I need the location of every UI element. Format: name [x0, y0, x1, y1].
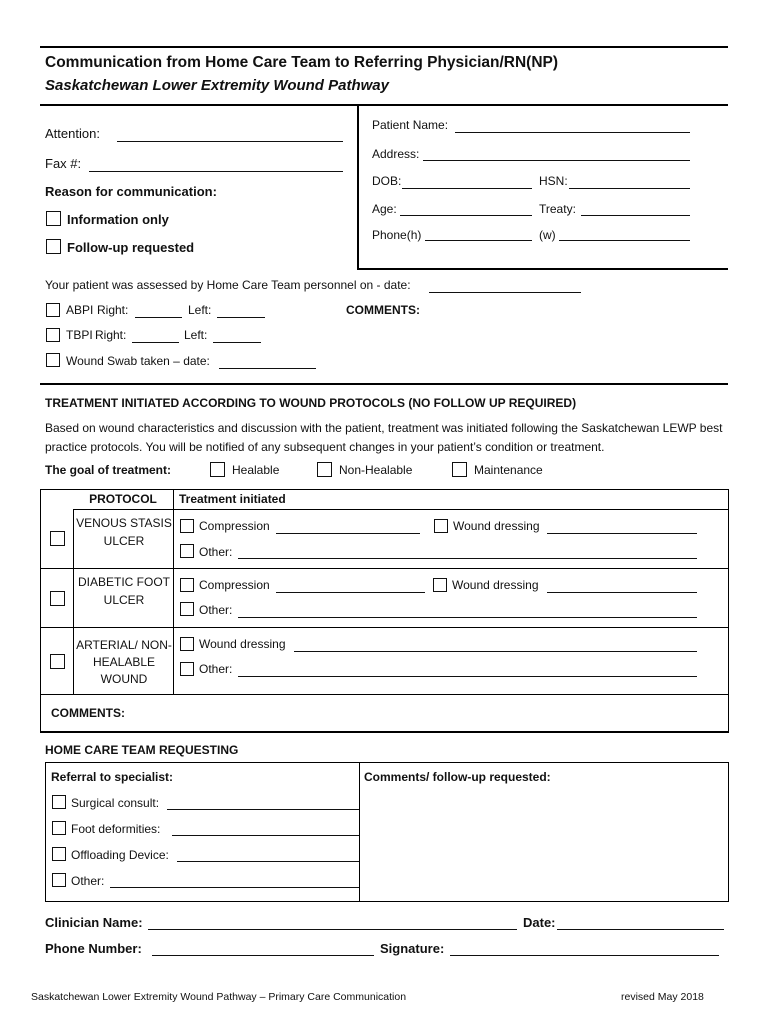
table-col-divider-1 — [73, 509, 74, 695]
patient-name-field[interactable] — [455, 132, 690, 133]
assessment-comments-label: COMMENTS: — [346, 303, 420, 317]
protocol-name: DIABETIC FOOT ULCER — [77, 575, 170, 607]
tbpi-label: TBPI — [66, 328, 93, 342]
referral-other-field[interactable] — [110, 887, 359, 888]
tbpi-right-field[interactable] — [132, 342, 179, 343]
surgical-consult-label: Surgical consult: — [71, 796, 160, 810]
referral-other-checkbox[interactable] — [52, 873, 66, 887]
abpi-right-field[interactable] — [135, 317, 182, 318]
abpi-left-field[interactable] — [217, 317, 265, 318]
req-mid — [359, 762, 360, 902]
date-label: Date: — [523, 915, 556, 930]
patient-name-label: Patient Name: — [372, 118, 449, 132]
compression-label: Compression — [199, 519, 270, 533]
patient-box-left — [357, 105, 359, 269]
hsn-field[interactable] — [569, 188, 690, 189]
patient-box-bottom — [357, 268, 728, 270]
tbpi-left-field[interactable] — [213, 342, 261, 343]
surgical-consult-checkbox[interactable] — [52, 795, 66, 809]
goal-healable-label: Healable — [232, 463, 280, 477]
foot-deformities-checkbox[interactable] — [52, 821, 66, 835]
form-title: Communication from Home Care Team to Referring Physician/RN(NP) — [45, 54, 559, 71]
abpi-label: ABPI — [66, 303, 94, 317]
tbpi-left-label: Left: — [184, 328, 208, 342]
other-field[interactable] — [238, 558, 697, 559]
fax-field[interactable] — [89, 171, 343, 172]
protocol-row-checkbox[interactable] — [50, 531, 65, 546]
form-subtitle: Saskatchewan Lower Extremity Wound Pathway — [45, 77, 389, 94]
signature-label: Signature: — [380, 941, 445, 956]
other-label: Other: — [199, 545, 233, 559]
table-left — [40, 489, 41, 732]
req-bottom — [45, 901, 728, 902]
protocol-name: ARTERIAL/ NON-HEALABLE WOUND — [76, 638, 172, 686]
clinician-name-field[interactable] — [148, 929, 517, 930]
abpi-right-label: Right: — [97, 303, 129, 317]
other-label: Other: — [199, 603, 233, 617]
address-field[interactable] — [423, 160, 690, 161]
table-row1-bottom — [40, 568, 729, 569]
assessed-text: Your patient was assessed by Home Care Team personnel on - date: — [45, 278, 411, 292]
wound-dressing-checkbox[interactable] — [433, 578, 447, 592]
req-left — [45, 762, 46, 902]
goal-non-healable-label: Non-Healable — [339, 463, 413, 477]
info-only-checkbox[interactable] — [46, 211, 61, 226]
wound-dressing-checkbox[interactable] — [180, 637, 194, 651]
table-bottom — [40, 731, 729, 733]
revision-date: revised May 2018 — [621, 991, 704, 1003]
offloading-device-checkbox[interactable] — [52, 847, 66, 861]
wound-dressing-field[interactable] — [547, 592, 697, 593]
treatment-paragraph: Based on wound characteristics and discussion with the patient, treatment was initiated following the Saskatchewan LEWP best practice protocols. You will be notified of any subsequent changes in your patient’s condition or treatment. — [45, 421, 723, 454]
goal-healable-checkbox[interactable] — [210, 462, 225, 477]
phone-number-label: Phone Number: — [45, 941, 142, 956]
other-field[interactable] — [238, 676, 697, 677]
table-top — [40, 489, 729, 490]
wound-dressing-field[interactable] — [294, 651, 697, 652]
wound-dressing-field[interactable] — [547, 533, 697, 534]
req-right — [728, 762, 729, 902]
swab-checkbox[interactable] — [46, 353, 60, 367]
fax-label: Fax #: — [45, 156, 82, 171]
foot-deformities-field[interactable] — [172, 835, 359, 836]
compression-checkbox[interactable] — [180, 519, 194, 533]
compression-label: Compression — [199, 578, 270, 592]
compression-checkbox[interactable] — [180, 578, 194, 592]
signature-field[interactable] — [450, 955, 719, 956]
offloading-device-label: Offloading Device: — [71, 848, 169, 862]
dob-label: DOB: — [372, 174, 402, 188]
treatment-heading: TREATMENT INITIATED ACCORDING TO WOUND PROTOCOLS (NO FOLLOW UP REQUIRED) — [45, 396, 577, 410]
tbpi-checkbox[interactable] — [46, 328, 60, 342]
req-top — [45, 762, 728, 763]
treatment-comments-label: COMMENTS: — [51, 706, 125, 720]
referral-other-label: Other: — [71, 874, 105, 888]
header-rule — [40, 104, 728, 106]
goal-maintenance-label: Maintenance — [474, 463, 543, 477]
info-only-label: Information only — [67, 212, 169, 227]
foot-deformities-label: Foot deformities: — [71, 822, 161, 836]
other-checkbox[interactable] — [180, 602, 194, 616]
swab-date-field[interactable] — [219, 368, 316, 369]
offloading-device-field[interactable] — [177, 861, 359, 862]
col-protocol-header: PROTOCOL — [89, 492, 157, 506]
follow-up-label: Follow-up requested — [67, 240, 195, 255]
reason-label: Reason for communication: — [45, 184, 217, 199]
protocol-row-checkbox[interactable] — [50, 654, 65, 669]
treaty-label: Treaty: — [539, 202, 576, 216]
abpi-left-label: Left: — [188, 303, 212, 317]
table-row3-bottom — [40, 694, 729, 695]
other-checkbox[interactable] — [180, 544, 194, 558]
abpi-checkbox[interactable] — [46, 303, 60, 317]
goal-non-healable-checkbox[interactable] — [317, 462, 332, 477]
section-rule-1 — [40, 383, 728, 385]
phone-w-field[interactable] — [559, 240, 690, 241]
phone-h-label: Phone(h) — [372, 228, 422, 242]
phone-number-field[interactable] — [152, 955, 374, 956]
col-treatment-header: Treatment initiated — [179, 492, 286, 506]
table-col-divider-2 — [173, 489, 174, 695]
compression-field[interactable] — [276, 533, 420, 534]
wound-dressing-label: Wound dressing — [199, 637, 286, 651]
age-field[interactable] — [400, 215, 532, 216]
protocol-row-checkbox[interactable] — [50, 591, 65, 606]
clinician-name-label: Clinician Name: — [45, 915, 143, 930]
dob-field[interactable] — [402, 188, 532, 189]
swab-label: Wound Swab taken – date: — [66, 354, 210, 368]
table-header-bottom — [73, 509, 729, 510]
other-label: Other: — [199, 662, 233, 676]
date-field[interactable] — [557, 929, 724, 930]
phone-h-field[interactable] — [425, 240, 532, 241]
goal-label: The goal of treatment: — [45, 463, 172, 477]
footer-text: Saskatchewan Lower Extremity Wound Pathway – Primary Care Communication — [31, 991, 407, 1003]
other-checkbox[interactable] — [180, 662, 194, 676]
tbpi-right-label: Right: — [95, 328, 127, 342]
attention-label: Attention: — [45, 126, 100, 141]
phone-w-label: (w) — [539, 228, 556, 242]
requesting-heading: HOME CARE TEAM REQUESTING — [45, 743, 239, 757]
goal-maintenance-checkbox[interactable] — [452, 462, 467, 477]
hsn-label: HSN: — [539, 174, 568, 188]
wound-dressing-label: Wound dressing — [453, 519, 540, 533]
assessed-date-field[interactable] — [429, 292, 581, 293]
age-label: Age: — [372, 202, 397, 216]
wound-dressing-label: Wound dressing — [452, 578, 539, 592]
followup-comments-label: Comments/ follow-up requested: — [364, 770, 551, 784]
table-row2-bottom — [40, 627, 729, 628]
attention-field[interactable] — [117, 141, 343, 142]
follow-up-checkbox[interactable] — [46, 239, 61, 254]
referral-label: Referral to specialist: — [51, 770, 174, 784]
treaty-field[interactable] — [581, 215, 690, 216]
table-right — [728, 489, 729, 732]
wound-dressing-checkbox[interactable] — [434, 519, 448, 533]
surgical-consult-field[interactable] — [167, 809, 359, 810]
other-field[interactable] — [238, 617, 697, 618]
compression-field[interactable] — [276, 592, 425, 593]
top-rule — [40, 46, 728, 48]
address-label: Address: — [372, 147, 420, 161]
protocol-name: VENOUS STASIS ULCER — [76, 516, 172, 548]
